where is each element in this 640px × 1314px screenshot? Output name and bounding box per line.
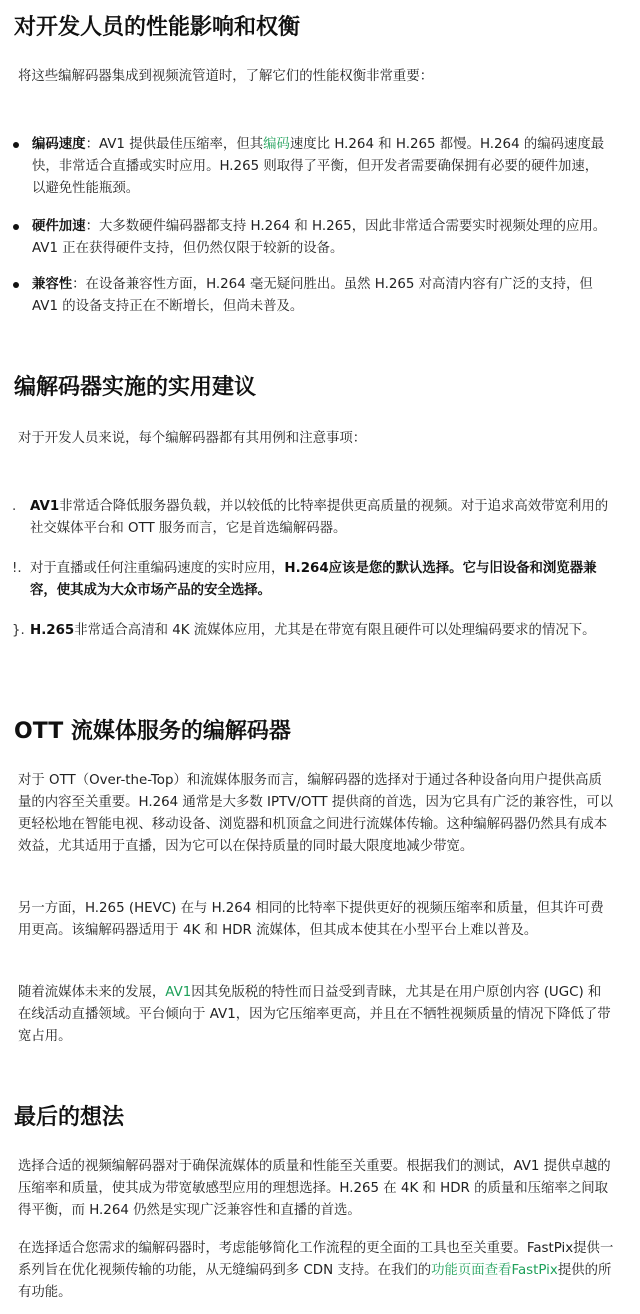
heading-final-thoughts: 最后的想法 [14, 1105, 125, 1130]
encoding-link[interactable]: 编码 [263, 137, 290, 152]
heading-ott-codecs: OTT 流媒体服务的编解码器 [14, 719, 291, 744]
heading-practical-advice: 编解码器实施的实用建议 [14, 375, 257, 400]
list-number: !. [12, 561, 22, 576]
paragraph: 另一方面，H.265 (HEVC) 在与 H.264 相同的比特率下提供更好的视频压缩率和质量，但其许可费用更高。该编解码器适用于 4K 和 HDR 流媒体，但其成本使其在小型平台上难以普及。 [18, 901, 604, 938]
paragraph: 在选择适合您需求的编解码器时，考虑能够简化工作流程的更全面的工具也至关重要。FastPix提供一系列旨在优化视频传输的功能，从无缝编码到多 CDN 支持。在我们的功能页面查看FastPix提供的所有功能。 [18, 1241, 614, 1300]
bullet-icon [13, 224, 19, 230]
av1-link[interactable]: AV1 [165, 985, 192, 1000]
bullet-icon [13, 142, 19, 148]
heading-performance-tradeoffs: 对开发人员的性能影响和权衡 [14, 15, 301, 40]
list-number: . [12, 499, 17, 514]
intro-performance: 将这些编解码器集成到视频流管道时，了解它们的性能权衡非常重要： [18, 69, 434, 84]
list-item-text: H.265非常适合高清和 4K 流媒体应用，尤其是在带宽有限且硬件可以处理编码要求的情况下。 [30, 623, 596, 638]
bullet-icon [13, 282, 19, 288]
list-number: }. [12, 623, 25, 638]
paragraph: 选择合适的视频编解码器对于确保流媒体的质量和性能至关重要。根据我们的测试，AV1 提供卓越的压缩率和质量，使其成为带宽敏感型应用的理想选择。H.265 在 4K 和 HDR 的质量和压缩率之间取得平衡，而 H.264 仍然是实现广泛兼容性和直播的首选。 [18, 1159, 611, 1218]
paragraph: 对于 OTT（Over-the-Top）和流媒体服务而言，编解码器的选择对于通过各种设备向用户提供高质量的内容至关重要。H.264 通常是大多数 IPTV/OTT 提供商的首选，因为它具有广泛的兼容性，可以更轻松地在智能电视、移动设备、浏览器和机顶盒之间进行流媒体传输。这种编解码器仍然具有成本效益，尤其适用于直播，因为它可以在保持质量的同时最大限度地减少带宽。 [18, 773, 614, 854]
bullet-text: 兼容性：在设备兼容性方面，H.264 毫无疑问胜出。虽然 H.265 对高清内容有广泛的支持，但 AV1 的设备支持正在不断增长，但尚未普及。 [32, 277, 593, 314]
intro-practical: 对于开发人员来说，每个编解码器都有其用例和注意事项： [18, 431, 367, 446]
bullet-text: 硬件加速：大多数硬件编码器都支持 H.264 和 H.265，因此非常适合需要实时视频处理的应用。AV1 正在获得硬件支持，但仍然仅限于较新的设备。 [32, 219, 607, 256]
paragraph: 随着流媒体未来的发展，AV1因其免版税的特性而日益受到青睐，尤其是在用户原创内容 (UGC) 和在线活动直播领域。平台倾向于 AV1，因为它压缩率更高，并且在不牺牲视频质量的情况下降低了带宽占用。 [18, 985, 611, 1044]
bullet-text: 编码速度：AV1 提供最佳压缩率，但其编码速度比 H.264 和 H.265 都慢。H.264 的编码速度最快，非常适合直播或实时应用。H.265 则取得了平衡，但开发者需要确保拥有必要的硬件加速，以避免性能瓶颈。 [32, 137, 605, 196]
features-page-link[interactable]: 功能页面查看FastPix [431, 1263, 558, 1278]
list-item-text: 对于直播或任何注重编码速度的实时应用，H.264应该是您的默认选择。它与旧设备和浏览器兼容，使其成为大众市场产品的安全选择。 [30, 561, 597, 598]
list-item-text: AV1非常适合降低服务器负载，并以较低的比特率提供更高质量的视频。对于追求高效带宽利用的社交媒体平台和 OTT 服务而言，它是首选编解码器。 [30, 499, 609, 536]
